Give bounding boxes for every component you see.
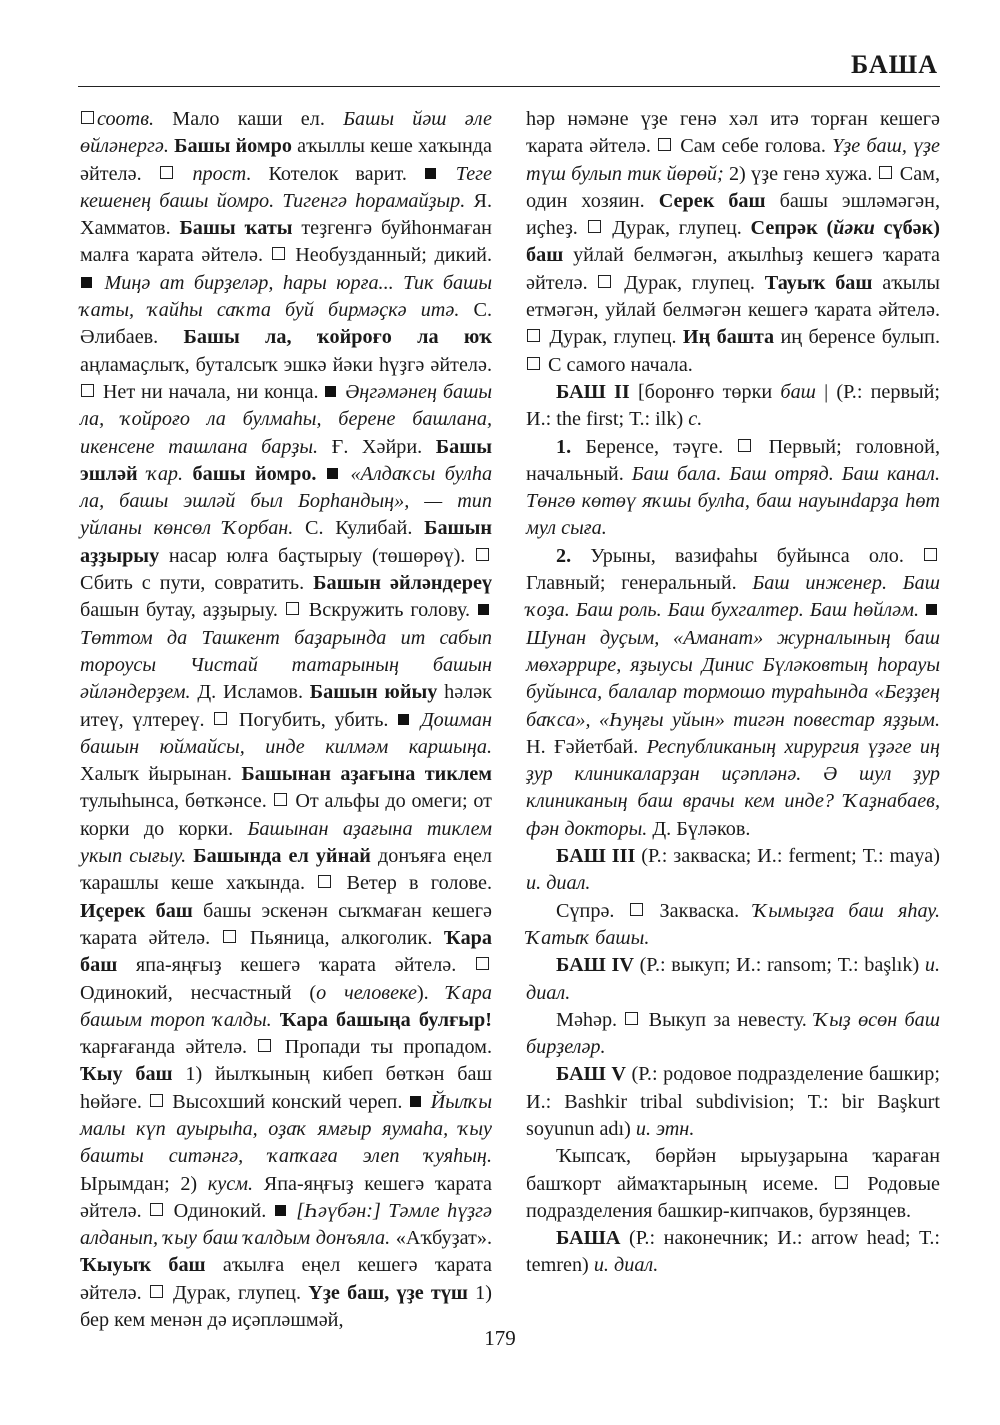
definition-text: Погубить, убить. (230, 708, 398, 731)
definition-text: Ғ. Хәйри. (318, 435, 436, 458)
definition-text (424, 1091, 431, 1113)
white-square-marker-icon (150, 1203, 163, 1216)
running-head: БАША (851, 50, 938, 79)
definition-text: (Р.: закваска; И.: ferment; Т.: maya) (635, 845, 940, 868)
example-text: Башы йәш әле өйләнергә. (80, 108, 492, 158)
white-square-marker-icon (879, 166, 892, 179)
dictionary-paragraph (526, 952, 940, 1007)
definition-text: 1) йылҡының кибеп бөткән баш һөйәге. (80, 1063, 492, 1113)
headword-text: Башынан аҙағына тиклем (241, 763, 492, 786)
white-square-marker-icon (81, 384, 94, 397)
definition-text: Япа-яңғыҙ кешегә ҡарата әйтелә. (80, 1172, 492, 1222)
definition-text (412, 709, 421, 731)
example-text: прост. (192, 162, 252, 185)
white-square-marker-icon (835, 1176, 848, 1189)
definition-text: ). (416, 981, 447, 1004)
white-square-marker-icon (223, 930, 236, 943)
white-square-marker-icon (527, 357, 540, 370)
headword-text: йәки (833, 217, 875, 240)
definition-text: аҡыллы кеше хаҡында әйтелә. (80, 135, 492, 185)
definition-text: тулыһынса, бөткәнсе. (80, 790, 273, 813)
definition-text: аҡылға еңел кешегә ҡарата әйтелә. (80, 1254, 492, 1304)
example-text: с. (688, 408, 703, 431)
definition-text: Вскружить голову. (301, 599, 478, 622)
example-text: Ҡара башым тороп ҡалды. (80, 981, 492, 1031)
headword-text: БАШ V (556, 1063, 626, 1086)
example-text: о человеке (316, 981, 417, 1004)
definition-text: Ҡыпсаҡ, бөрйән ырыуҙарына ҡараған башҡорт аймаҡтарының исеме. (526, 1145, 940, 1195)
definition-text: 1) бер кем менән дә иҫәпләшмәй, (80, 1281, 492, 1332)
white-square-marker-icon (625, 1012, 638, 1025)
page-number: 179 (484, 1326, 516, 1350)
example-text: и. диал. (526, 872, 591, 895)
definition-text: Д. Исламов. (190, 681, 310, 704)
example-text: ҡар. (147, 462, 184, 485)
definition-text: «Аҡбуҙат». (390, 1227, 492, 1250)
example-text: Ҡымыҙға баш яһау. Ҡатыҡ башы. (526, 899, 941, 949)
white-square-marker-icon (274, 793, 287, 806)
definition-text (272, 1009, 280, 1031)
example-text: Башынан аҙағына тиклем укып сығыу. (80, 817, 493, 868)
definition-text: һәләк итеү, үлтереү. (80, 681, 492, 731)
definition-text: япа-яңғыҙ кешегә ҡарата әйтелә. (117, 954, 475, 977)
headword-text: Башы йомро (174, 135, 292, 158)
definition-text: Необузданный; дикий. (287, 244, 492, 267)
headword-text: Башы эшләй (80, 435, 492, 485)
headword-text: Ҡара баш (80, 926, 492, 977)
example-text: соотв. (97, 108, 155, 130)
definition-text: Сам, один хозяин. (526, 162, 940, 212)
dictionary-paragraph (526, 379, 940, 434)
dictionary-paragraph (526, 898, 940, 953)
definition-text (176, 163, 193, 185)
headword-text: сүбәк) баш (526, 217, 940, 267)
dictionary-paragraph (80, 106, 492, 1334)
example-text: и. диал. (526, 954, 940, 1004)
definition-text: ҡарғағанда әйтелә. (80, 1036, 258, 1059)
headword-text: Башын юйыу (309, 681, 438, 704)
definition-text (316, 463, 325, 485)
right-column (526, 106, 940, 1280)
example-text: баш (780, 380, 816, 403)
black-square-marker-icon (398, 714, 409, 725)
definition-text: Сам себе голова. (674, 135, 833, 158)
dictionary-paragraph (526, 843, 940, 898)
definition-text: (Р.: родовое подразделение башкир; И.: Bashkir tribal subdivision; Т.: bir Başkurt soyunun adı) (526, 1063, 940, 1140)
headword-text: 1. (556, 435, 572, 458)
headword-text: БАШ II (556, 380, 630, 403)
example-text: Ҡыҙ өсөн баш бирҙеләр. (526, 1008, 940, 1059)
white-square-marker-icon (476, 548, 489, 561)
example-text: Дошман башын юймайсы, инде килмәм каршыңа. (80, 708, 492, 758)
definition-text: уйлай белмәгән, аҡылһыҙ кешегә ҡарата әйтелә. (526, 244, 940, 294)
definition-text: теҙгенгә буйһонмаған малға ҡарата әйтелә. (80, 217, 492, 267)
definition-text: Одинокий. (166, 1199, 274, 1222)
headword-text: Тауыҡ баш (764, 271, 873, 294)
dictionary-paragraph (526, 1143, 940, 1225)
definition-text: Закваска. (645, 899, 754, 922)
definition-text: Дурак, глупец. (603, 217, 751, 240)
definition-text: Выкуп за невесту. (641, 1008, 815, 1031)
white-square-marker-icon (81, 111, 94, 124)
definition-text: Дурак, глупец. (165, 1281, 309, 1304)
white-square-marker-icon (588, 220, 601, 233)
example-text: Әңгәмәнең башы ла, ҡойроғо ла булмаһы, берене башлана, икенсене ташлана барҙы. (80, 380, 492, 458)
definition-text: насар юлға баҫтырыу (төшөрөү). (159, 544, 475, 567)
headword-text: БАША (556, 1227, 621, 1250)
definition-text: Нет ни начала, ни конца. (97, 380, 325, 403)
headword-text: Башы ла, ҡойроғо ла юҡ (183, 326, 492, 349)
example-text: Үҙе баш, үҙе түш булып тик йөрөй; (526, 135, 940, 185)
definition-text: Главный; генеральный. (526, 572, 753, 595)
headword-text: 2. (556, 544, 572, 567)
definition-text (138, 463, 147, 485)
definition-text (919, 599, 925, 621)
example-text: Теге кешенең башы йомро. Тигенгә һорамайҙыр. (80, 162, 492, 212)
black-square-marker-icon (478, 604, 489, 615)
definition-text: Беренсе, тәүге. (571, 435, 738, 458)
black-square-marker-icon (926, 604, 937, 615)
black-square-marker-icon (327, 468, 338, 479)
white-square-marker-icon (924, 548, 937, 561)
definition-text: Ырымдан; 2) (80, 1172, 208, 1195)
example-text: кусм. (207, 1172, 254, 1195)
definition-text: | (Р.: первый; И.: the first; Т.: ilk) (526, 380, 940, 431)
definition-text: Халыҡ йырынан. (80, 763, 242, 786)
white-square-marker-icon (630, 903, 643, 916)
white-square-marker-icon (527, 329, 540, 342)
definition-text: Д. Бүләков. (647, 817, 751, 840)
white-square-marker-icon (318, 875, 331, 888)
header-rule (78, 86, 940, 87)
definition-text: аңламаҫлыҡ, буталсыҡ эшкә йәки һүҙгә әйтелә. (80, 353, 492, 376)
definition-text: башы эшләмәгән, иҫһеҙ. (526, 189, 940, 240)
definition-text: Родовые подразделения башкир-кипчаков, бурзянцев. (526, 1172, 940, 1222)
definition-text (183, 463, 192, 485)
dictionary-paragraph (526, 106, 940, 379)
definition-text: [боронғо төрки (629, 380, 781, 403)
headword-text: Башы ҡаты (179, 217, 293, 240)
definition-text: Первый; головной, начальный. (526, 435, 940, 485)
dictionary-paragraph (526, 1007, 940, 1062)
white-square-marker-icon (476, 957, 489, 970)
definition-text: (Р.: выкуп; И.: ransom; Т.: başlık) (633, 954, 925, 977)
definition-text: башын бутау, аҙҙырыу. (80, 599, 285, 622)
dictionary-paragraph (526, 1225, 940, 1280)
headword-text: Башын әйләндереү (313, 572, 492, 595)
headword-text: Сепрәк ( (750, 217, 834, 240)
definition-text: С. Әлибаев. (80, 299, 492, 349)
headword-text: башы йомро. (192, 462, 317, 485)
white-square-marker-icon (150, 1094, 163, 1107)
definition-text: Я. Хамматов. (80, 189, 492, 240)
dictionary-paragraph (526, 1061, 940, 1143)
headword-text: Иң башта (682, 326, 775, 349)
black-square-marker-icon (325, 386, 336, 397)
definition-text: һәр нәмәне үҙе генә хәл итә торған кешегә ҡарата әйтелә. (526, 108, 940, 158)
definition-text: Ветер в голове. (334, 872, 493, 895)
black-square-marker-icon (425, 168, 436, 179)
definition-text: Мало каши ел. (154, 108, 344, 130)
definition-text: Дурак, глупец. (543, 326, 683, 349)
definition-text: донъяға еңел ҡарашлы кеше хаҡында. (80, 845, 492, 895)
white-square-marker-icon (214, 712, 227, 725)
dictionary-paragraph (526, 543, 940, 843)
white-square-marker-icon (598, 275, 611, 288)
definition-text: Сүпрә. (556, 899, 629, 922)
white-square-marker-icon (286, 602, 299, 615)
headword-text: Ҡара башыңа булғыр! (279, 1008, 492, 1031)
definition-text: Мәһәр. (556, 1008, 625, 1031)
definition-text: Котелок варит. (251, 162, 424, 185)
example-text: Баш бала. Баш отряд. Баш канал. Төнгө көтөү яҡшы булһа, баш науынdарҙа һөт мул сыға. (526, 462, 941, 540)
example-text: и. диал. (593, 1254, 659, 1277)
white-square-marker-icon (160, 166, 173, 179)
definition-text: От альфы до омеги; от корки до корки. (80, 790, 492, 840)
left-column (80, 106, 492, 1334)
headword-text: БАШ III (556, 845, 636, 868)
black-square-marker-icon (410, 1096, 421, 1107)
definition-text: Сбить с пути, совратить. (80, 572, 314, 595)
black-square-marker-icon (275, 1205, 286, 1216)
headword-text: Башында ел уйнай (193, 845, 371, 868)
headword-text: БАШ IV (556, 954, 634, 977)
white-square-marker-icon (150, 1285, 163, 1298)
definition-text: 2) үҙе генә хужа. (723, 162, 878, 185)
example-text: Баш инженер. Баш ҡоҙа. Баш роль. Баш бухгалтер. Баш һөйләм. (526, 572, 940, 622)
headword-text: Серек баш (658, 189, 766, 212)
definition-text: Пьяница, алкоголик. (238, 926, 444, 949)
headword-text: Иҫерек баш (80, 899, 193, 922)
example-text: «Алдаҡсы булһа ла, башы эшләй был Борһандың», — тип уйланы көнсөл Ҡорбан. (80, 462, 493, 540)
example-text: Шунан дуҫым, «Аманат» журналының баш мөхәррире, яҙыусы Динис Бүләковтың һорауы буйынса, балалар тормошо турaһында «Беҙҙең баҡса», «Һуңғы уйын» тигән повестар яҙҙым. (526, 626, 940, 731)
black-square-marker-icon (81, 277, 92, 288)
example-text: Республиканың хирургия үҙәге иң ҙур клиникаларҙан иҫәпләнә. Ә шул ҙур клиниканың баш врачы кем инде? Ҡаҙнабаев, фән докторы. (526, 735, 940, 840)
definition-text: аҡылы етмәгән, уйлай белмәгән кешегә ҡарата әйтелә. (526, 271, 940, 322)
headword-text: Ҡыуыҡ баш (80, 1254, 206, 1277)
definition-text: (Р.: наконечник; И.: arrow head; Т.: temren) (526, 1227, 940, 1277)
white-square-marker-icon (658, 138, 671, 151)
example-text: [Һәүбән:] Тәмле һүҙгә алданып, ҡыу баш ҡалдым донъяла. (80, 1199, 493, 1250)
definition-text: Одинокий, несчастный ( (80, 981, 317, 1004)
example-text: Йылҡы малы күп ауырыһа, оҙаҡ ямғыр яумаһа, ҡыу башты ситәнгә, ҡапҡаға элеп ҡуяһың. (80, 1090, 492, 1168)
definition-text: Н. Ғәйетбай. (526, 735, 647, 758)
white-square-marker-icon (258, 1039, 271, 1052)
definition-text: С самого начала. (543, 353, 693, 376)
white-square-marker-icon (738, 439, 751, 452)
definition-text: С. Кулибай. (293, 517, 425, 540)
example-text: Төттом да Ташкент баҙарында ит сабып тороусы Чистай татарының башын әйләндерҙем. (80, 626, 492, 704)
headword-text: Башын аҙҙырыу (80, 517, 492, 567)
dictionary-paragraph (526, 434, 940, 543)
definition-text: Дурак, глупец. (614, 271, 765, 294)
definition-text: Пропади ты пропадом. (274, 1036, 492, 1059)
headword-text: Ҡыу баш (80, 1063, 173, 1086)
definition-text (439, 163, 456, 185)
definition-text: башы эскенән сыҡмаған кешегә ҡарата әйтелә. (80, 899, 492, 949)
white-square-marker-icon (272, 247, 285, 260)
example-text: и. этн. (635, 1117, 695, 1140)
headword-text: Үҙе баш, үҙе түш (308, 1281, 468, 1304)
definition-text: Урыны, вазифаһы буйынса оло. (571, 544, 923, 567)
definition-text: иң беренсе булып. (774, 326, 940, 349)
example-text: Миңә ат бирҙеләр, һары юрға... Тик башы ҡаты, ҡайһы саҡта буй бирмәҫкә итә. (80, 271, 492, 322)
definition-text: Высохший конский череп. (165, 1090, 409, 1113)
